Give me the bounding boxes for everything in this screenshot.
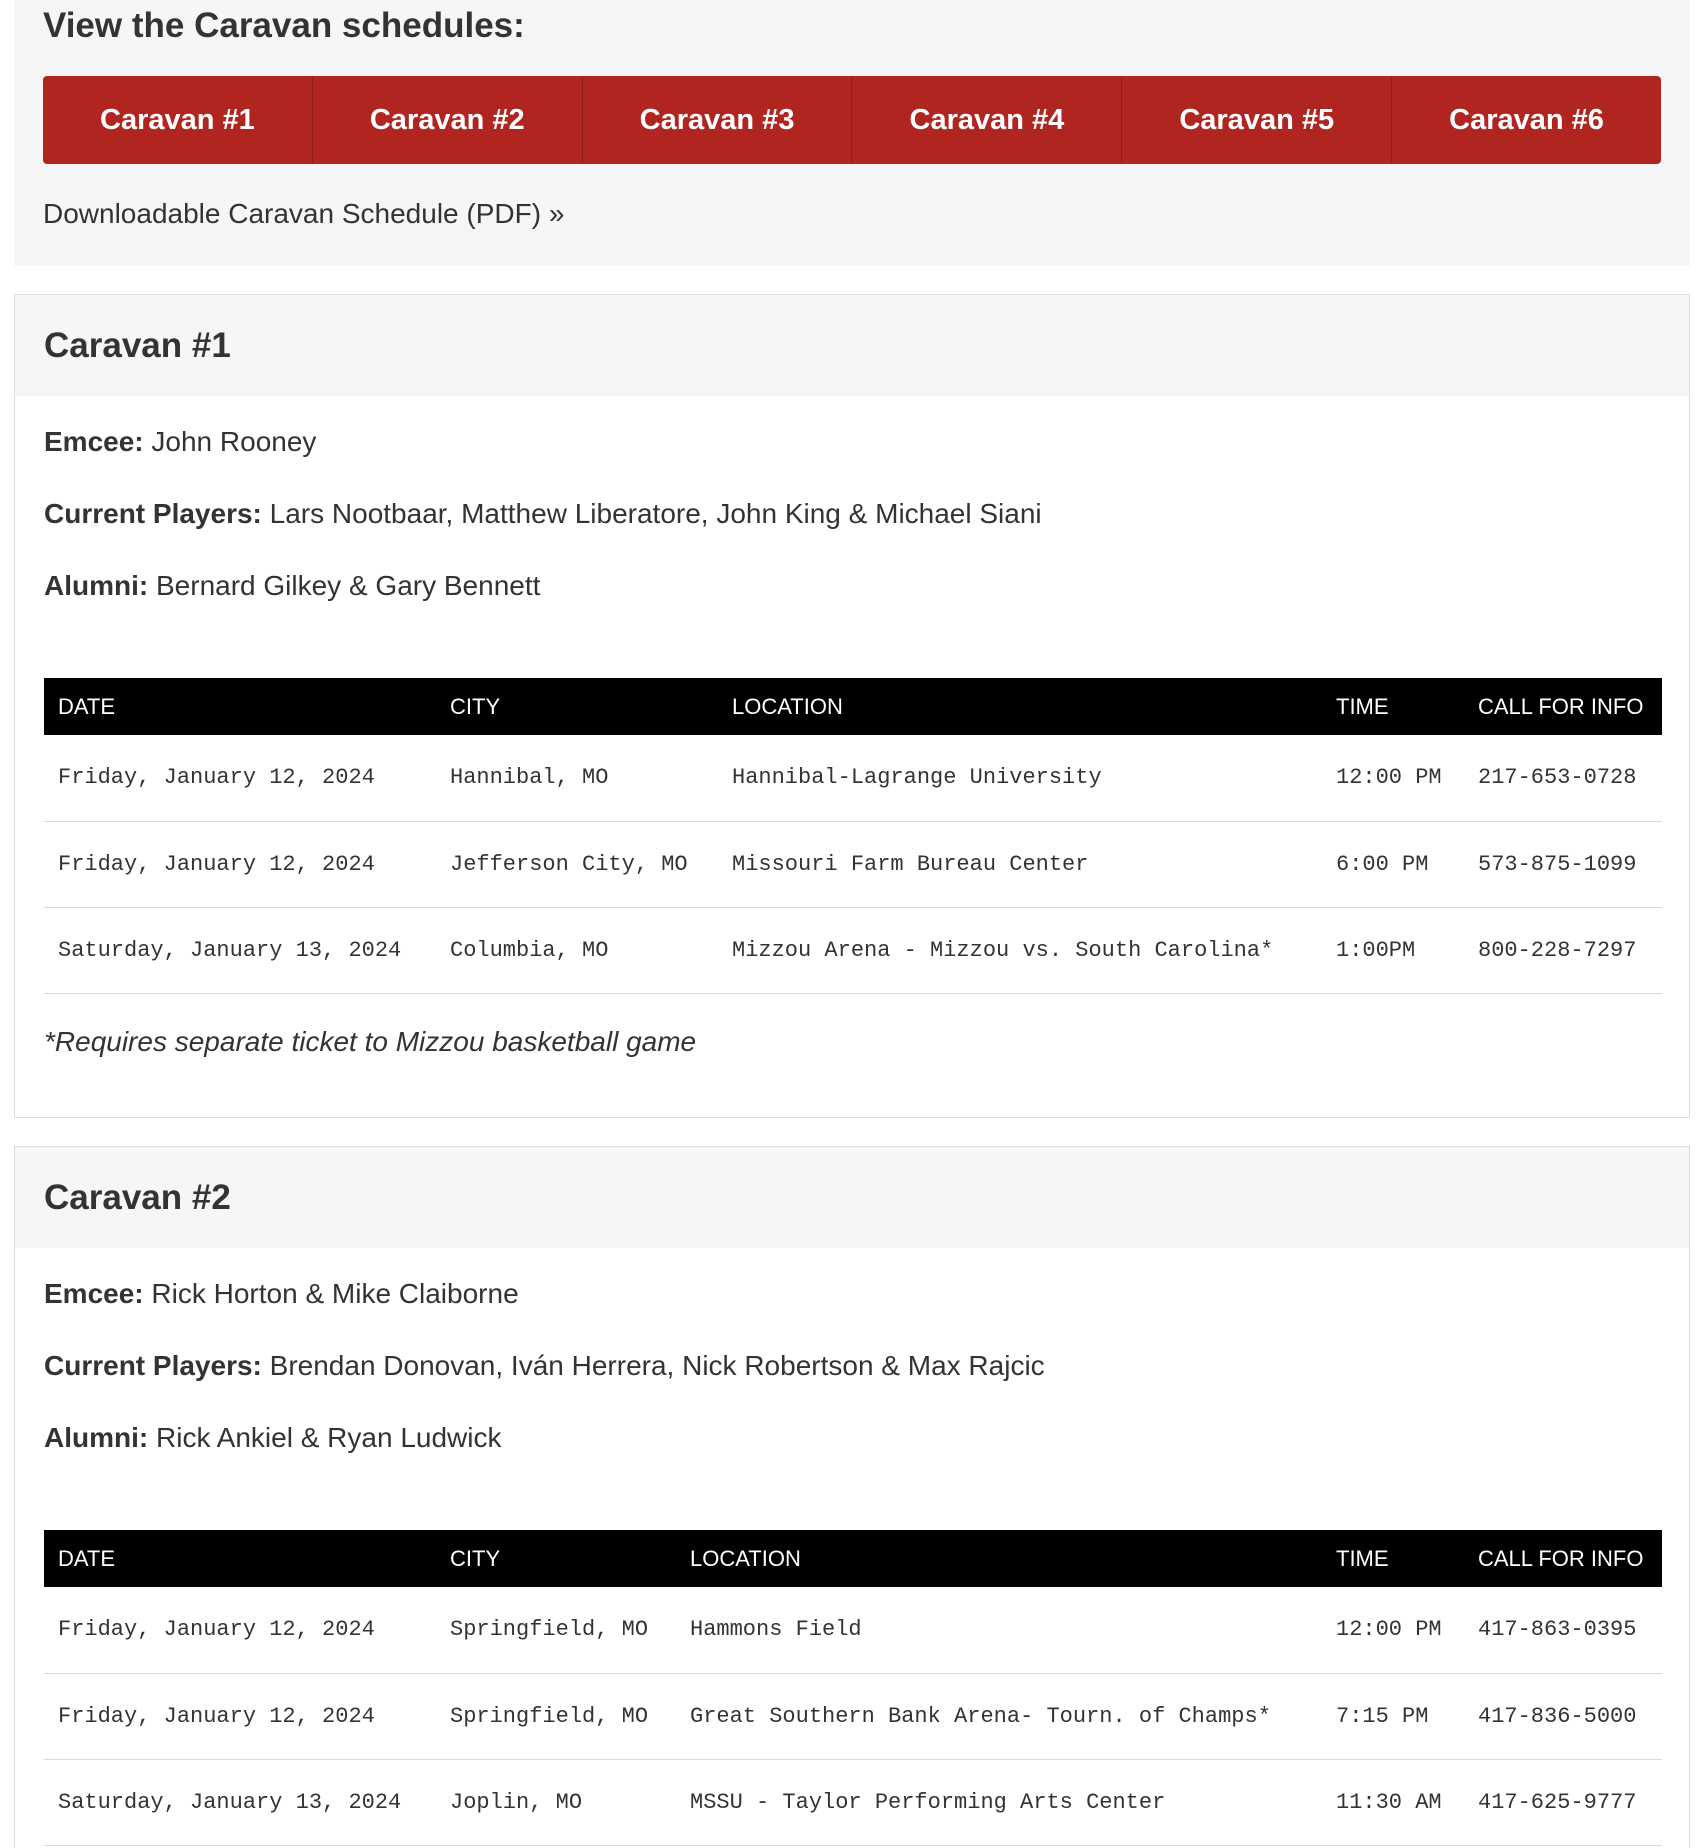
- location-cell: Missouri Farm Bureau Center: [718, 821, 1322, 907]
- alumni-value: Rick Ankiel & Ryan Ludwick: [148, 1422, 502, 1453]
- players-line: [44, 478, 1660, 550]
- footnote: *Requires separate ticket to Mizzou basketball game: [44, 1025, 697, 1057]
- city-cell: Columbia, MO: [436, 907, 718, 993]
- call-column-header: CALL FOR INFO: [1478, 693, 1644, 719]
- caravan-1-body: [15, 406, 1689, 1058]
- caravan-1-header: [15, 295, 1689, 396]
- caravan-2-body: [15, 1258, 1689, 1846]
- date-cell: Friday, January 12, 2024: [44, 735, 436, 821]
- location-cell: Hannibal-Lagrange University: [718, 735, 1322, 821]
- players-line: [44, 1330, 1660, 1402]
- table-row: [44, 735, 1662, 821]
- alumni-line: [44, 1402, 1660, 1474]
- caravan-4-button[interactable]: Caravan #4: [852, 76, 1122, 164]
- alumni-value: Bernard Gilkey & Gary Bennett: [148, 570, 541, 601]
- players-value: Lars Nootbaar, Matthew Liberatore, John King & Michael Siani: [261, 498, 1042, 529]
- emcee-value: John Rooney: [143, 426, 317, 457]
- phone-cell: 217-653-0728: [1464, 735, 1662, 821]
- city-cell: Hannibal, MO: [436, 735, 718, 821]
- city-cell: Springfield, MO: [436, 1673, 676, 1759]
- phone-cell: 417-625-9777: [1464, 1759, 1662, 1845]
- date-cell: Saturday, January 13, 2024: [44, 907, 436, 993]
- table-row: [44, 1587, 1662, 1673]
- date-column-header: DATE: [58, 693, 116, 719]
- phone-cell: 417-836-5000: [1464, 1673, 1662, 1759]
- emcee-value: Rick Horton & Mike Claiborne: [143, 1278, 519, 1309]
- location-column-header: LOCATION: [690, 1545, 801, 1571]
- call-column-header: CALL FOR INFO: [1478, 1545, 1644, 1571]
- city-column-header: CITY: [450, 693, 501, 719]
- date-column-header: DATE: [58, 1545, 116, 1571]
- date-cell: Friday, January 12, 2024: [44, 1673, 436, 1759]
- phone-cell: 417-863-0395: [1464, 1587, 1662, 1673]
- city-cell: Springfield, MO: [436, 1587, 676, 1673]
- caravan-2-button[interactable]: Caravan #2: [313, 76, 583, 164]
- emcee-line: [44, 406, 1660, 478]
- table-row: [44, 1759, 1662, 1845]
- alumni-label: Alumni:: [44, 570, 149, 601]
- table-row: [44, 821, 1662, 907]
- players-label: Current Players:: [44, 1350, 262, 1381]
- location-cell: Great Southern Bank Arena- Tourn. of Champs*: [676, 1673, 1322, 1759]
- caravan-2-schedule-table: [44, 1530, 1662, 1846]
- time-cell: 12:00 PM: [1322, 1587, 1464, 1673]
- phone-cell: 800-228-7297: [1464, 907, 1662, 993]
- city-cell: Joplin, MO: [436, 1759, 676, 1845]
- caravan-2-header: [15, 1147, 1689, 1248]
- location-cell: Mizzou Arena - Mizzou vs. South Carolina*: [718, 907, 1322, 993]
- table-row: [44, 1673, 1662, 1759]
- table-row: [44, 907, 1662, 993]
- players-value: Brendan Donovan, Iván Herrera, Nick Robertson & Max Rajcic: [261, 1350, 1045, 1381]
- caravan-2-section: [14, 1146, 1690, 1848]
- caravan-1-button[interactable]: Caravan #1: [43, 76, 313, 164]
- time-cell: 7:15 PM: [1322, 1673, 1464, 1759]
- caravan-3-button[interactable]: Caravan #3: [583, 76, 853, 164]
- table-header-row: [44, 678, 1662, 735]
- city-column-header: CITY: [450, 1545, 501, 1571]
- section-title: Caravan #2: [44, 1177, 231, 1217]
- players-label: Current Players:: [44, 498, 262, 529]
- time-cell: 12:00 PM: [1322, 735, 1464, 821]
- phone-cell: 573-875-1099: [1464, 821, 1662, 907]
- emcee-line: [44, 1258, 1660, 1330]
- caravan-5-button[interactable]: Caravan #5: [1122, 76, 1392, 164]
- caravan-1-section: [14, 294, 1690, 1118]
- alumni-label: Alumni:: [44, 1422, 149, 1453]
- emcee-label: Emcee:: [44, 426, 144, 457]
- date-cell: Friday, January 12, 2024: [44, 821, 436, 907]
- caravan-schedules-panel: [14, 0, 1690, 266]
- time-cell: 11:30 AM: [1322, 1759, 1464, 1845]
- table-header-row: [44, 1530, 1662, 1587]
- alumni-line: [44, 550, 1660, 622]
- pdf-schedule-link[interactable]: Downloadable Caravan Schedule (PDF) »: [43, 198, 565, 229]
- section-title: Caravan #1: [44, 325, 231, 365]
- emcee-label: Emcee:: [44, 1278, 144, 1309]
- time-cell: 6:00 PM: [1322, 821, 1464, 907]
- schedules-heading: View the Caravan schedules:: [43, 6, 525, 45]
- date-cell: Friday, January 12, 2024: [44, 1587, 436, 1673]
- location-column-header: LOCATION: [732, 693, 843, 719]
- date-cell: Saturday, January 13, 2024: [44, 1759, 436, 1845]
- location-cell: Hammons Field: [676, 1587, 1322, 1673]
- caravan-6-button[interactable]: Caravan #6: [1449, 103, 1604, 136]
- time-column-header: TIME: [1336, 693, 1389, 719]
- caravan-nav: [43, 76, 1661, 164]
- time-column-header: TIME: [1336, 1545, 1389, 1571]
- caravan-1-schedule-table: [44, 678, 1662, 994]
- time-cell: 1:00PM: [1322, 907, 1464, 993]
- location-cell: MSSU - Taylor Performing Arts Center: [676, 1759, 1322, 1845]
- city-cell: Jefferson City, MO: [436, 821, 718, 907]
